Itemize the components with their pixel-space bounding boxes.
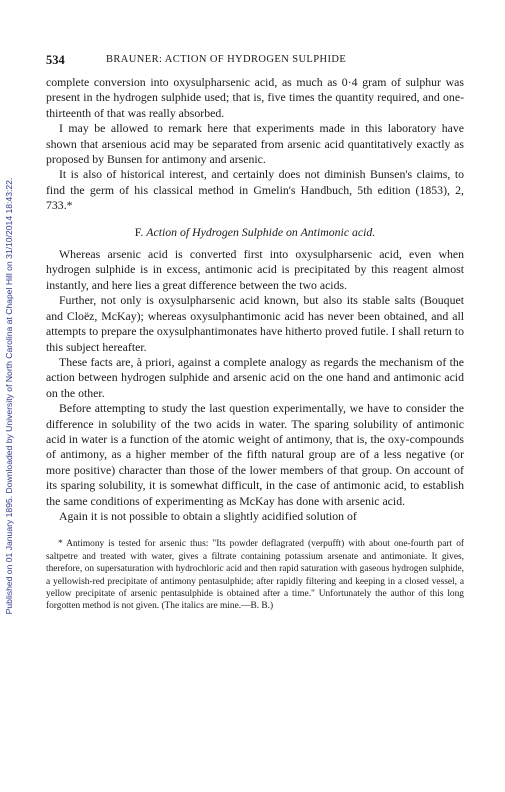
side-note-text: Published on 01 January 1895. Downloaded by University of North Carolina at Chapel Hill on 31/10/2014 18:43:22. [4, 177, 14, 615]
paragraph: Before attempting to study the last question experimentally, we have to consider the difference in solubility of the two acids in water. The sparing solubility of antimonic acid in water is a function of the atomic weight of antimony, that is, the oxy-compounds of antimony, as a higher member of the fifth natural group are of a less negative (or more positive) character than those of the lower members of that group. On account of its sparing solubility, it is somewhat difficult, in the case of antimonic acid, to establish the same conditions of experimenting as McKay has done with arsenic acid. [46, 401, 464, 508]
paragraph: Again it is not possible to obtain a slightly acidified solution of [59, 508, 357, 523]
section-label: F. [134, 224, 144, 239]
page-header [46, 53, 464, 75]
publication-side-note [2, 0, 16, 792]
page-number: 534 [46, 53, 65, 67]
section-heading [46, 225, 464, 240]
paragraph: It is also of historical interest, and certainly does not diminish Bunsen's claims, to find the germ of his classical method in Gmelin's Handbuch, 5th edition (1853), 2, 733.* [46, 167, 464, 213]
paragraph: I may be allowed to remark here that experiments made in this laboratory have shown that arsenious acid may be separated from arsenic acid quantitatively exactly as proposed by Bunsen for antimony and arsenic. [46, 121, 464, 167]
paragraph: These facts are, à priori, against a complete analogy as regards the mechanism of the action between hydrogen sulphide and arsenic acid on the one hand and antimonic acid on the other. [46, 354, 464, 400]
section-title: Action of Hydrogen Sulphide on Antimonic acid. [146, 224, 376, 239]
paragraph: Further, not only is oxysulpharsenic acid known, but also its stable salts (Bouquet and Cloëz, McKay); whereas oxysulphantimonic acid has never been obtained, and all attempts to prepare the oxysulphantimonates have hitherto proved futile. I shall return to this subject hereafter. [46, 293, 464, 354]
running-title: BRAUNER: ACTION OF HYDROGEN SULPHIDE [106, 54, 347, 65]
page-body [46, 53, 464, 613]
paragraphs-main [46, 247, 464, 524]
paragraph: complete conversion into oxysulpharsenic acid, as much as 0·4 gram of sulphur was present in the hydrogen sulphide used; that is, five times the quantity required, and one-thirteenth of that was really absorbed. [46, 75, 464, 120]
footnote: * Antimony is tested for arsenic thus: "Its powder deflagrated (verpufft) with about one-fourth part of saltpetre and treated with water, gives a filtrate containing potassium arsenate and antimoniate. It gives, therefore, on supersaturation with hydrochloric acid and then rapid saturation with gaseous hydrogen sulphide, a yellowish-red precipitate of antimony pentasulphide; after rapidly filtering and keeping in a closed vessel, a yellow precipitate of arsenic pentasulphide is obtained after a time." Unfortunately the author of this long forgotten method is not given. (The italics are mine.—B. B.) [46, 539, 464, 612]
paragraph: Whereas arsenic acid is converted first into oxysulpharsenic acid, even when hydrogen sulphide is in excess, antimonic acid is precipitated by this reagent almost instantly, and here lies a great difference between the two acids. [46, 247, 464, 292]
paragraphs-top [46, 75, 464, 214]
